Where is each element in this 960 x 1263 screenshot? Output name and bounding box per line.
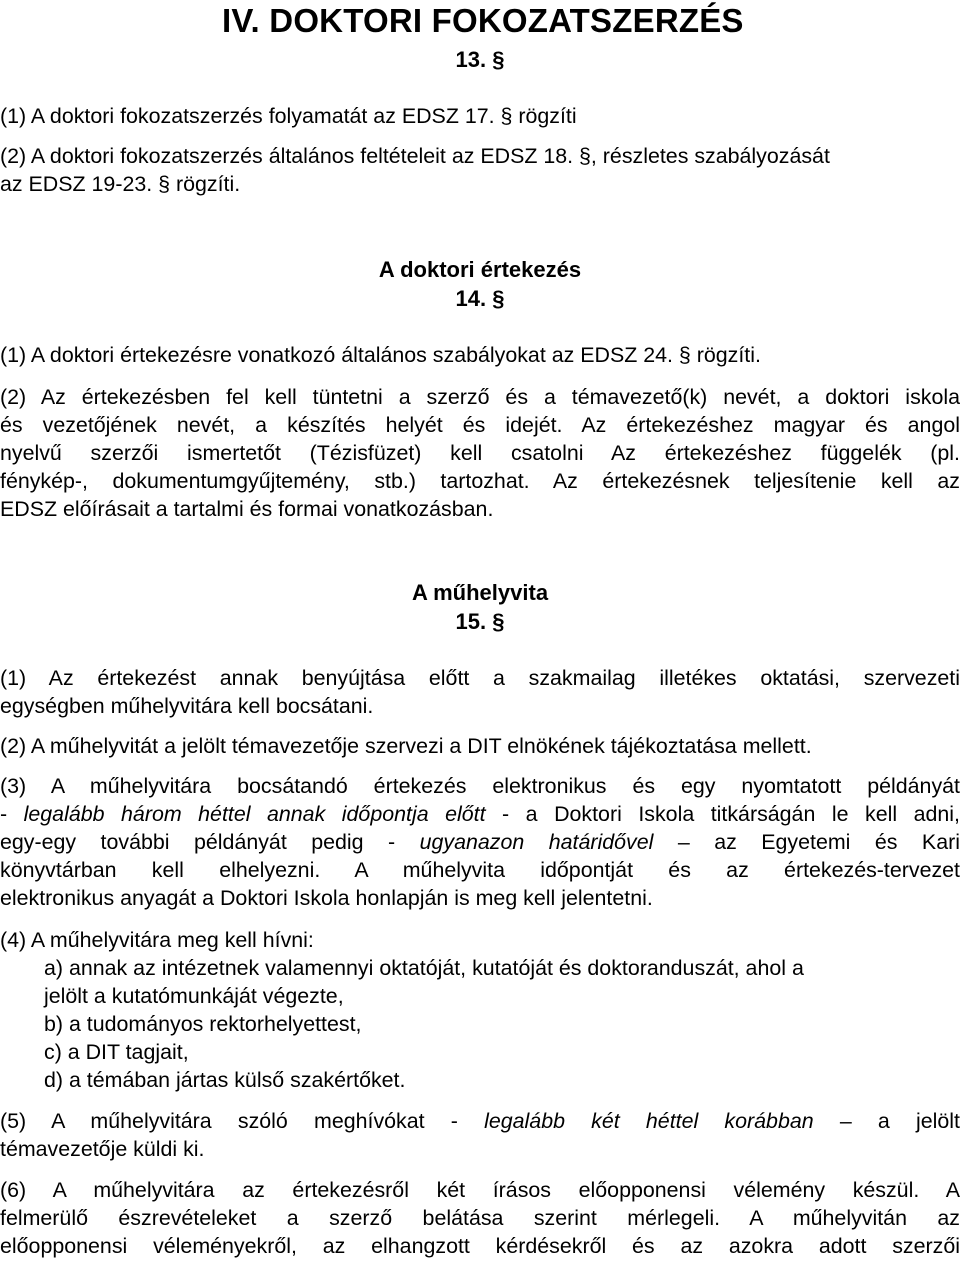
s15-item-d: d) a témában jártas külső szakértőket. (44, 1068, 406, 1092)
s13-paragraph-2-line-2: az EDSZ 19-23. § rögzíti. (0, 172, 241, 196)
s15-paragraph-2: (2) A műhelyvitát a jelölt témavezetője szervezi a DIT elnökének tájékoztatása mellett. (0, 734, 812, 758)
s15-paragraph-3-line-4: könyvtárban kell elhelyezni. A műhelyvita időpontját és az értekezés-tervezet (0, 858, 960, 882)
s15-item-b: b) a tudományos rektorhelyettest, (44, 1012, 362, 1036)
s13-paragraph-2-line-1: (2) A doktori fokozatszerzés általános feltételeit az EDSZ 18. §, részletes szabályozását (0, 144, 830, 168)
chapter-title: IV. DOKTORI FOKOZATSZERZÉS (222, 2, 744, 39)
s13-paragraph-1: (1) A doktori fokozatszerzés folyamatát az EDSZ 17. § rögzíti (0, 104, 577, 128)
s14-paragraph-2-line-1: (2) Az értekezésben fel kell tüntetni a szerző és a témavezető(k) nevét, a doktori iskola (0, 385, 960, 409)
s15-paragraph-3-line-5: elektronikus anyagát a Doktori Iskola honlapján is meg kell jelentetni. (0, 886, 653, 910)
s15-item-a-line-2: jelölt a kutatómunkáját végezte, (44, 984, 344, 1008)
s15-item-a-line-1: a) annak az intézetnek valamennyi oktatóját, kutatóját és doktoranduszát, ahol a (44, 956, 804, 980)
s14-paragraph-2-line-4: fénykép-, dokumentumgyűjtemény, stb.) tartozhat. Az értekezésnek teljesítenie kell az (0, 469, 960, 493)
emphasis-two-weeks-earlier: legalább két héttel korábban (484, 1109, 814, 1133)
s14-paragraph-2-line-5: EDSZ előírásait a tartalmi és formai vonatkozásban. (0, 497, 494, 521)
s15-paragraph-4: (4) A műhelyvitára meg kell hívni: (0, 928, 314, 952)
s15-paragraph-6-line-3: előopponensi véleményekről, az elhangzott kérdésekről és az azokra adott szerzői (0, 1234, 960, 1258)
s15-item-c: c) a DIT tagjait, (44, 1040, 189, 1064)
s15-paragraph-1-line-1: (1) Az értekezést annak benyújtása előtt a szakmailag illetékes oktatási, szervezeti (0, 666, 960, 690)
section-15-number: 15. § (455, 609, 505, 634)
s14-paragraph-1: (1) A doktori értekezésre vonatkozó általános szabályokat az EDSZ 24. § rögzíti. (0, 343, 761, 367)
s15-paragraph-3-line-2: - legalább három héttel annak időpontja előtt - a Doktori Iskola titkárságán le kell adni, (0, 802, 960, 826)
emphasis-same-deadline: ugyanazon határidővel (419, 830, 654, 854)
section-14-number: 14. § (455, 286, 505, 311)
s15-paragraph-5-line-2: témavezetője küldi ki. (0, 1137, 205, 1161)
s15-paragraph-3-line-1: (3) A műhelyvitára bocsátandó értekezés elektronikus és egy nyomtatott példányát (0, 774, 960, 798)
s15-paragraph-5-line-1: (5) A műhelyvitára szóló meghívókat - legalább két héttel korábban – a jelölt (0, 1109, 960, 1133)
s15-paragraph-6-line-2: felmerülő észrevételeket a szerző belátása szerint mérlegeli. A műhelyvitán az (0, 1206, 960, 1230)
s15-paragraph-1-line-2: egységben műhelyvitára kell bocsátani. (0, 694, 374, 718)
section-13-number: 13. § (455, 47, 505, 72)
s15-paragraph-6-line-1: (6) A műhelyvitára az értekezésről két írásos előopponensi vélemény készül. A (0, 1178, 960, 1202)
s15-paragraph-3-line-3: egy-egy további példányát pedig - ugyanazon határidővel – az Egyetemi és Kari (0, 830, 960, 854)
heading-workshop-debate: A műhelyvita (411, 580, 549, 605)
s14-paragraph-2-line-3: nyelvű szerzői ismertetőt (Tézisfüzet) kell csatolni Az értekezéshez függelék (pl. (0, 441, 960, 465)
emphasis-deadline-three-weeks: legalább három héttel annak időpontja előtt (23, 802, 486, 826)
heading-doctoral-thesis: A doktori értekezés (378, 257, 582, 282)
s14-paragraph-2-line-2: és vezetőjének nevét, a készítés helyét és idejét. Az értekezéshez magyar és angol (0, 413, 960, 437)
